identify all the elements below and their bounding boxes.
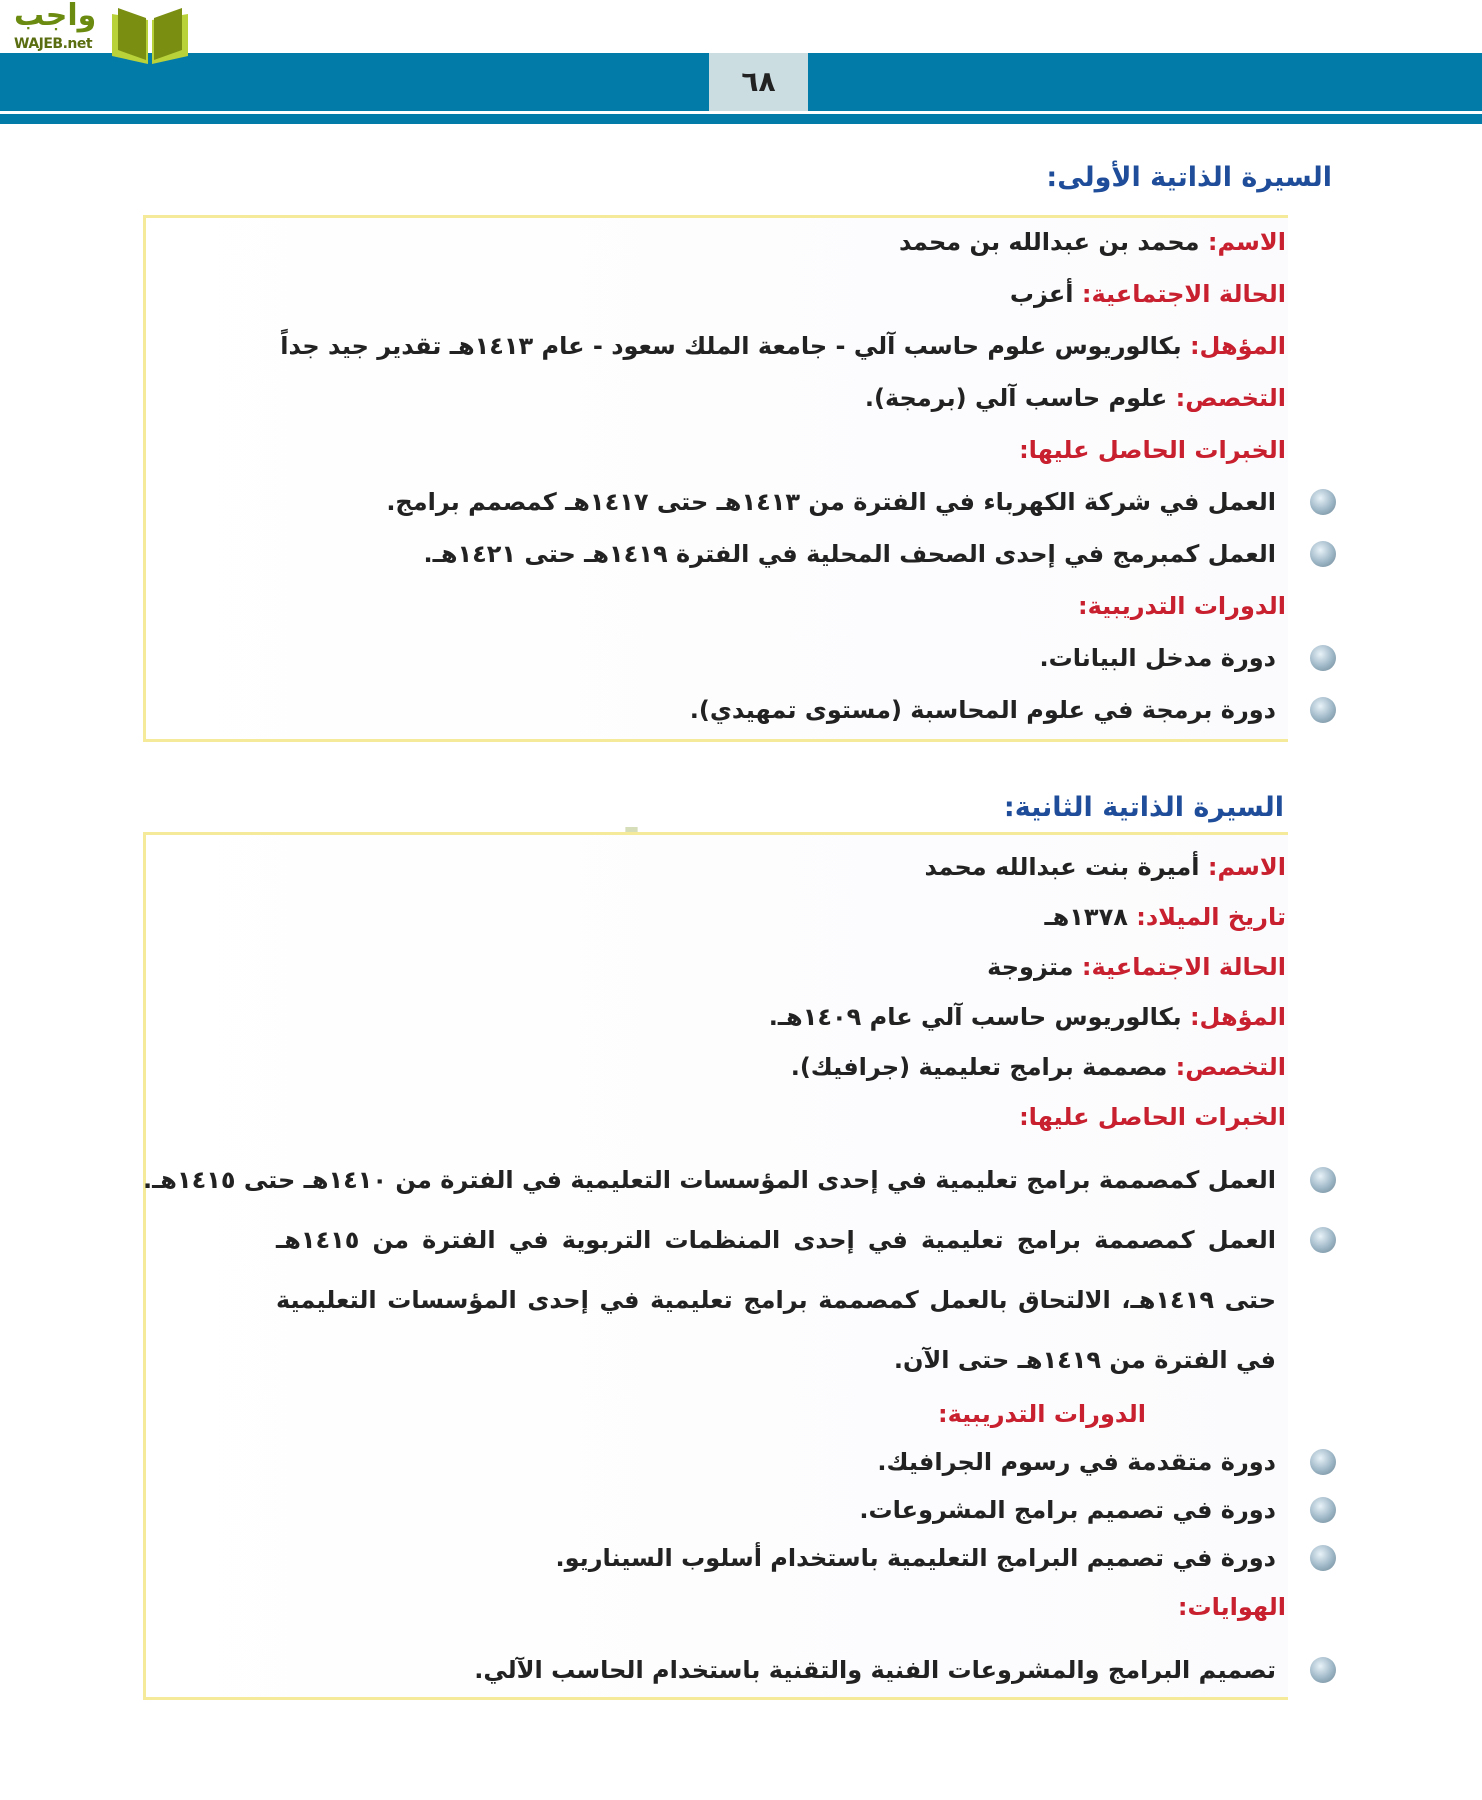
list-item xyxy=(143,1150,1286,1210)
courses-heading: الدورات التدريبية: xyxy=(937,1400,1146,1428)
bullet-icon xyxy=(1310,1497,1336,1523)
bullet-icon xyxy=(1310,1545,1336,1571)
status-label: الحالة الاجتماعية: xyxy=(1081,280,1286,308)
list-item xyxy=(143,1210,1286,1390)
logo-arabic-text: واجب xyxy=(14,0,97,33)
wajeb-logo xyxy=(8,0,193,66)
book-icon xyxy=(110,6,190,64)
bullet-icon xyxy=(1310,1167,1336,1193)
list-item xyxy=(280,632,1286,684)
experience-heading: الخبرات الحاصل عليها: xyxy=(1019,1103,1286,1131)
header-stripe xyxy=(0,114,1482,124)
bullet-icon xyxy=(1310,489,1336,515)
qual-value: بكالوريوس علوم حاسب آلي - جامعة الملك سعود - عام ١٤١٣هـ تقدير جيد جداً xyxy=(280,332,1182,360)
page-number: ٦٨ xyxy=(709,53,808,111)
logo-latin-text: WAJEB.net xyxy=(14,36,93,52)
item-text: دورة برمجة في علوم المحاسبة (مستوى تمهيدي). xyxy=(689,696,1276,724)
item-text: تصميم البرامج والمشروعات الفنية والتقنية باستخدام الحاسب الآلي. xyxy=(474,1656,1276,1684)
cv2-title: السيرة الذاتية الثانية: xyxy=(1003,792,1284,823)
name-label: الاسم: xyxy=(1207,228,1286,256)
bullet-icon xyxy=(1310,697,1336,723)
cv1-content xyxy=(280,216,1286,736)
item-text: دورة مدخل البيانات. xyxy=(1039,644,1276,672)
list-item xyxy=(280,476,1286,528)
dob-value: ١٣٧٨هـ xyxy=(1044,903,1128,931)
list-item xyxy=(143,1640,1286,1700)
item-text: العمل كمبرمج في إحدى الصحف المحلية في الفترة ١٤١٩هـ حتى ١٤٢١هـ. xyxy=(423,540,1276,568)
name-label: الاسم: xyxy=(1207,853,1286,881)
qual-value: بكالوريوس حاسب آلي عام ١٤٠٩هـ. xyxy=(768,1003,1182,1031)
cv2-content xyxy=(143,842,1286,1700)
hobbies-heading: الهوايات: xyxy=(1177,1593,1286,1621)
bullet-icon xyxy=(1310,1657,1336,1683)
qual-label: المؤهل: xyxy=(1189,1003,1286,1031)
list-item xyxy=(143,1534,1286,1582)
courses-heading: الدورات التدريبية: xyxy=(1077,592,1286,620)
cv1-title: السيرة الذاتية الأولى: xyxy=(1046,162,1332,193)
list-item xyxy=(280,684,1286,736)
list-item xyxy=(143,1486,1286,1534)
dob-label: تاريخ الميلاد: xyxy=(1136,903,1286,931)
status-value: أعزب xyxy=(1009,280,1074,308)
bullet-icon xyxy=(1310,1449,1336,1475)
item-text: العمل في شركة الكهرباء في الفترة من ١٤١٣هـ حتى ١٤١٧هـ كمصمم برامج. xyxy=(386,488,1276,516)
item-text: دورة في تصميم برامج المشروعات. xyxy=(859,1496,1276,1524)
item-text: دورة في تصميم البرامج التعليمية باستخدام أسلوب السيناريو. xyxy=(555,1544,1276,1572)
spec-value: علوم حاسب آلي (برمجة). xyxy=(864,384,1168,412)
item-text: العمل كمصممة برامج تعليمية في إحدى المؤسسات التعليمية في الفترة من ١٤١٠هـ حتى ١٤١٥هـ. xyxy=(142,1166,1276,1194)
list-item xyxy=(143,1438,1286,1486)
spec-label: التخصص: xyxy=(1175,384,1286,412)
item-text: العمل كمصممة برامج تعليمية في إحدى المنظمات التربوية في الفترة من ١٤١٥هـ حتى ١٤١٩هـ، الالتحاق بالعمل كمصممة برامج تعليمية في إحدى المؤسسات التعليمية في الفترة من ١٤١٩هـ حتى الآن. xyxy=(276,1226,1277,1374)
bullet-icon xyxy=(1310,645,1336,671)
status-label: الحالة الاجتماعية: xyxy=(1081,953,1286,981)
list-item xyxy=(280,528,1286,580)
spec-value: مصممة برامج تعليمية (جرافيك). xyxy=(790,1053,1168,1081)
item-text: دورة متقدمة في رسوم الجرافيك. xyxy=(877,1448,1276,1476)
bullet-icon xyxy=(1310,1227,1336,1253)
name-value: أميرة بنت عبدالله محمد xyxy=(924,853,1200,881)
bullet-icon xyxy=(1310,541,1336,567)
status-value: متزوجة xyxy=(987,953,1074,981)
name-value: محمد بن عبدالله بن محمد xyxy=(899,228,1200,256)
qual-label: المؤهل: xyxy=(1189,332,1286,360)
spec-label: التخصص: xyxy=(1175,1053,1286,1081)
experience-heading: الخبرات الحاصل عليها: xyxy=(1019,436,1286,464)
